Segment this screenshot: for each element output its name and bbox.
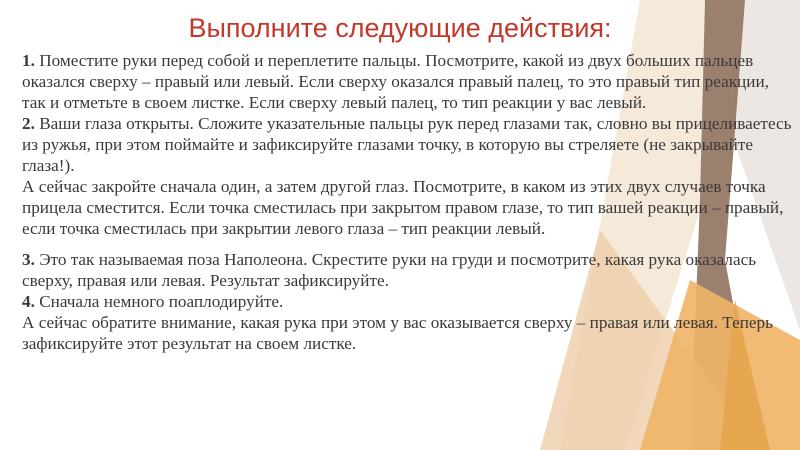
step-2: [22, 113, 792, 176]
step-text: Поместите руки перед собой и переплетите пальцы. Посмотрите, какой из двух больших пальцев оказался сверху – правый или левый. Если сверху оказался правый палец, то это правый тип реакции, так и отметьте в своем листке. Если сверху левый палец, то тип реакции у вас левый.: [22, 51, 769, 112]
step-1: [22, 50, 792, 113]
step-number: 1.: [22, 51, 35, 70]
instructions-text: [22, 50, 792, 354]
step-text: Сначала немного поаплодируйте.: [34, 292, 284, 311]
step-text: Это так называемая поза Наполеона. Скрестите руки на груди и посмотрите, какая рука оказалась сверху, правая или левая. Результат зафиксируйте.: [22, 250, 757, 290]
step-number: 4.: [22, 292, 35, 311]
step-3: [22, 249, 792, 291]
step-text: Ваши глаза открыты. Сложите указательные пальцы рук перед глазами так, словно вы прицеливаетесь из ружья, при этом поймайте и зафиксируйте глазами точку, в которую вы стреляете (не закрывайте глаза!).: [22, 114, 792, 175]
step-2-continued: [22, 176, 792, 239]
step-4: [22, 291, 792, 312]
step-text: А сейчас закройте сначала один, а затем другой глаз. Посмотрите, в каком из этих двух случаев точка прицела сместится. Если точка сместилась при закрытом правом глазе, то тип вашей реакции – правый, если точка сместилась при закрытии левого глаза – тип реакции левый.: [22, 177, 784, 238]
slide-title: Выполните следующие действия:: [188, 13, 612, 43]
step-4-continued: [22, 312, 792, 354]
step-number: 2.: [22, 114, 35, 133]
step-number: 3.: [22, 250, 35, 269]
step-text: А сейчас обратите внимание, какая рука при этом у вас оказывается сверху – правая или левая. Теперь зафиксируйте этот результат на своем листке.: [22, 313, 773, 353]
